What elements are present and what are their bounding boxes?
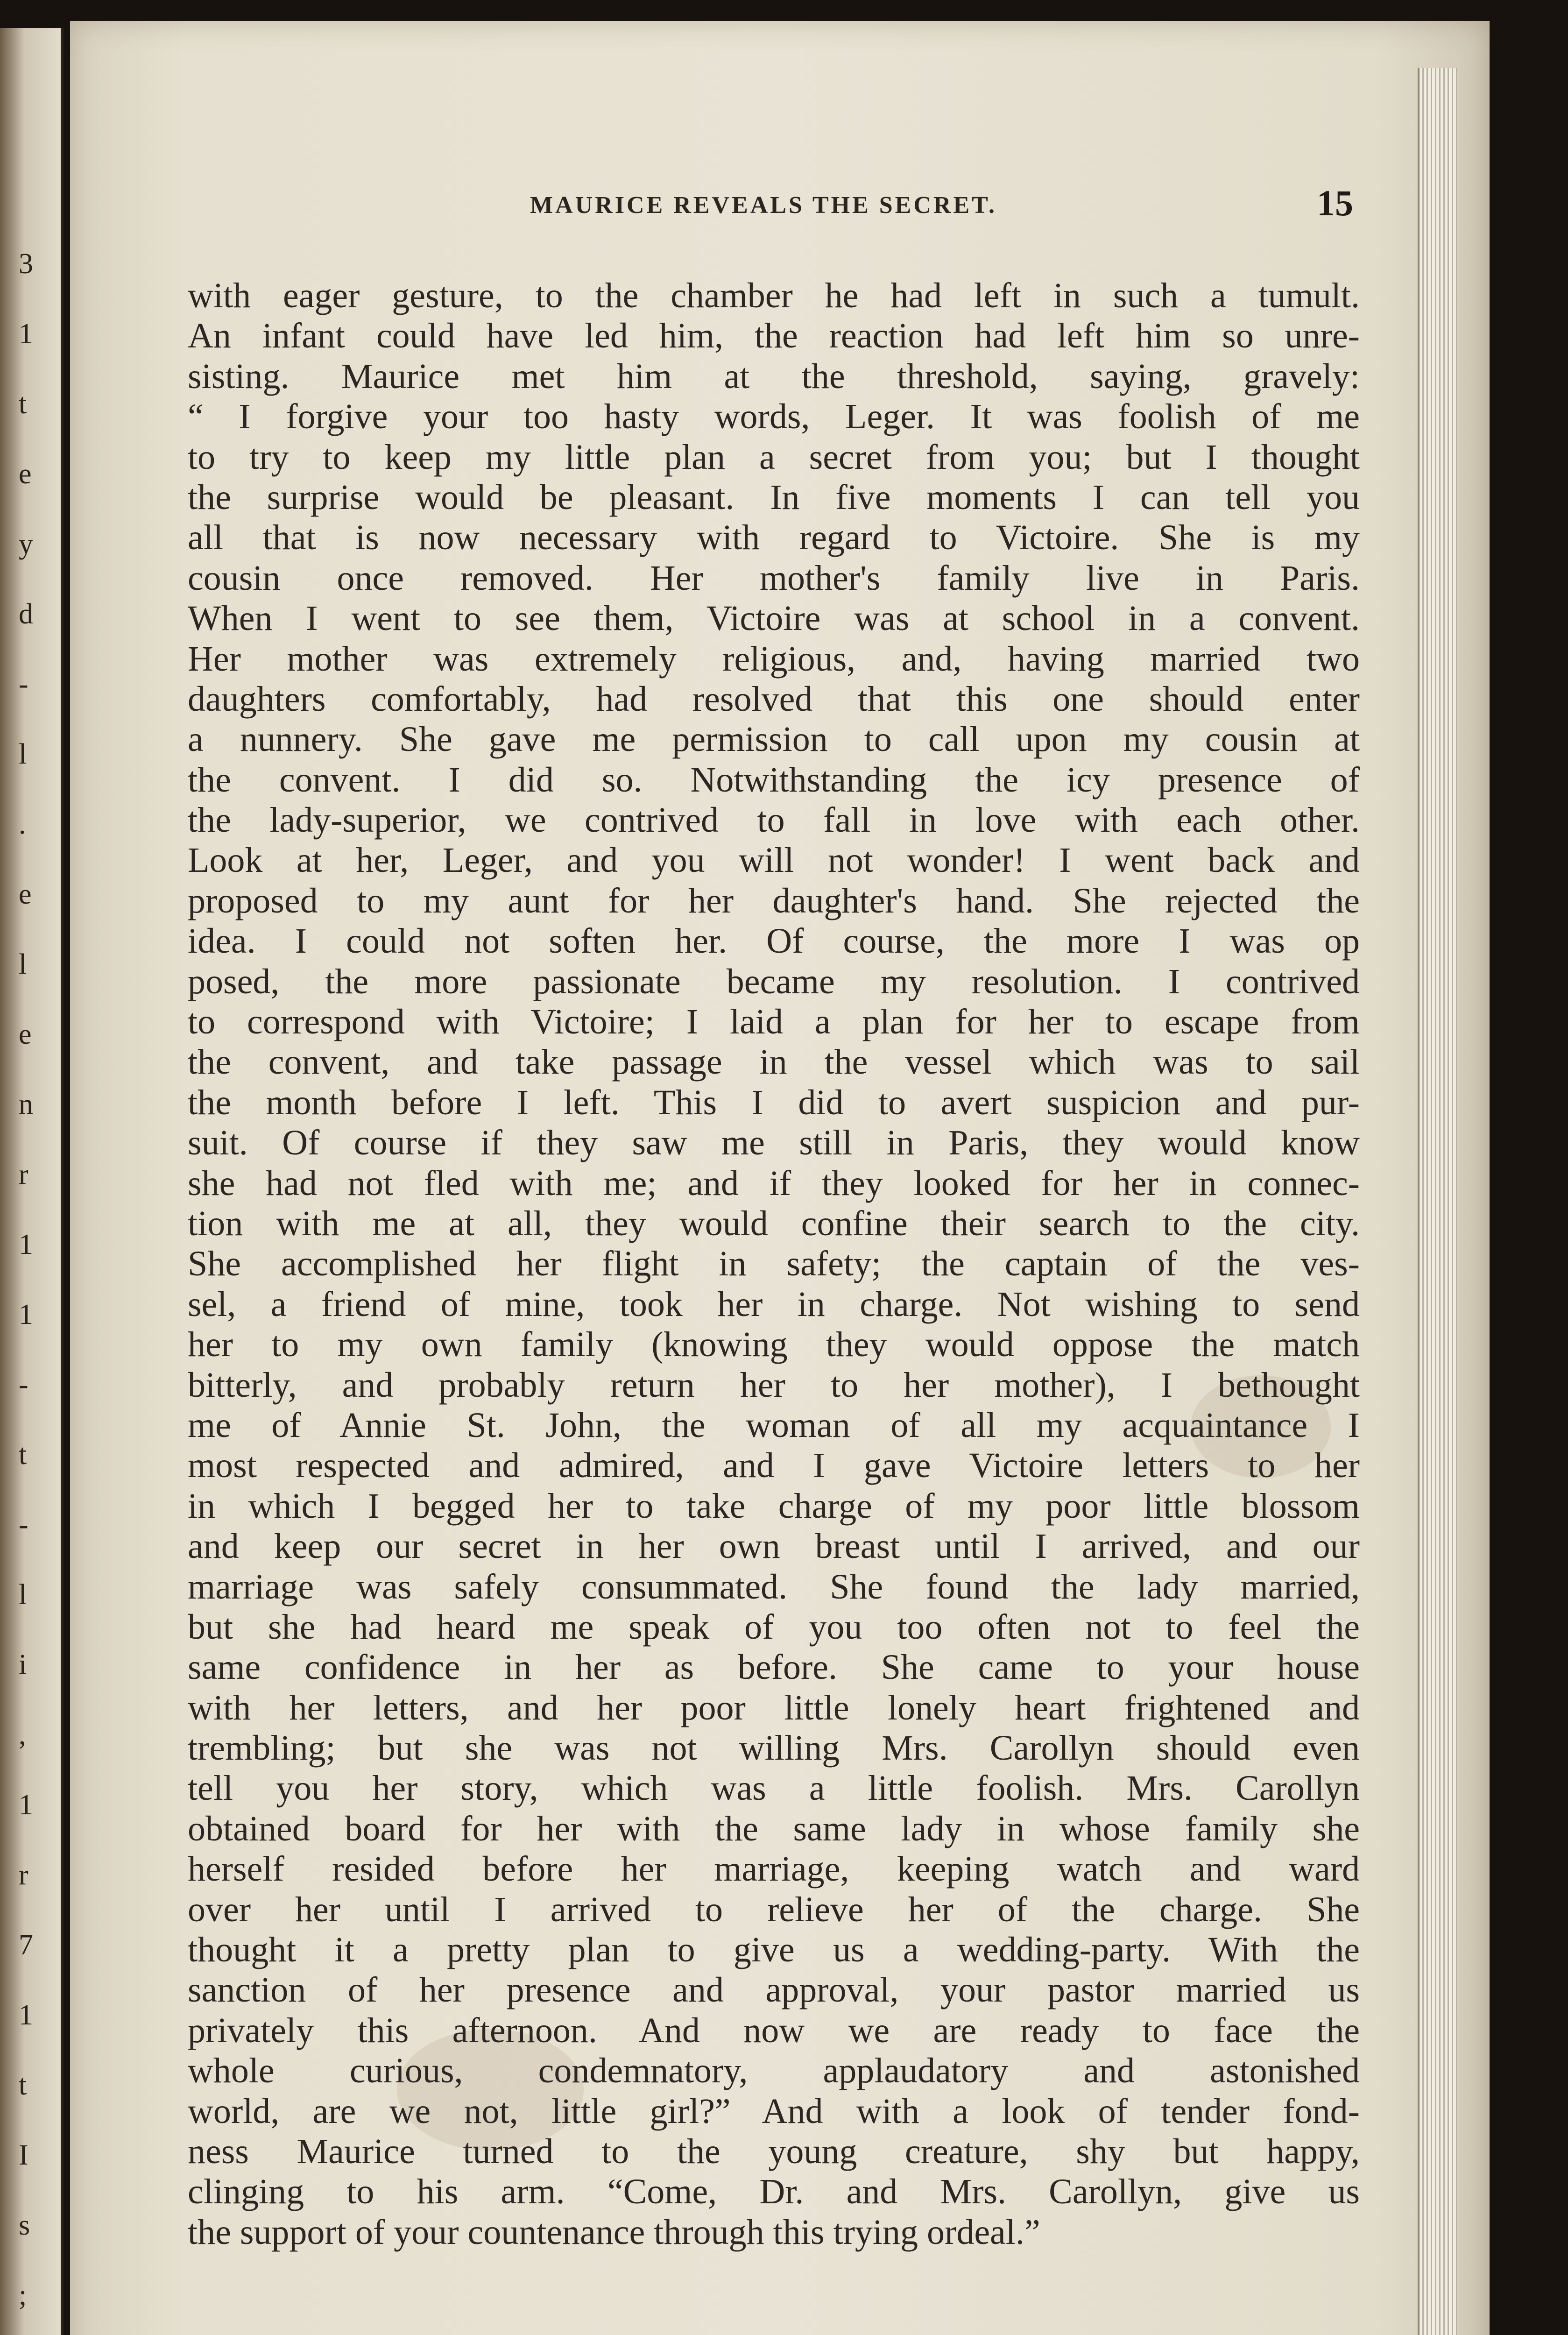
left-page-text-fragment: l [19,738,27,770]
text-line: sisting. Maurice met him at the threshold, saying, gravely: [188,356,1360,396]
left-page-text-fragment: 1 [19,1299,33,1330]
text-line: she had not fled with me; and if they looked for her in connec- [188,1163,1360,1203]
text-line: and keep our secret in her own breast until I arrived, and our [188,1527,1360,1566]
left-page-text-fragment: t [19,1439,27,1471]
text-line: her to my own family (knowing they would oppose the match [188,1325,1360,1365]
left-page-text-fragment: l [19,948,27,980]
text-line: trembling; but she was not willing Mrs. Carollyn should even [188,1728,1360,1768]
text-line: cousin once removed. Her mother's family live in Paris. [188,558,1360,598]
text-line: obtained board for her with the same lady in whose family she [188,1809,1360,1848]
left-page-text-fragment: 7 [19,1929,33,1961]
left-page-text-fragment: e [19,458,32,490]
book-page [70,21,1490,2335]
text-line: the surprise would be pleasant. In five moments I can tell you [188,477,1360,517]
text-line: the support of your countenance through this trying ordeal.” [188,2212,1040,2252]
text-line: all that is now necessary with regard to Victoire. She is my [188,518,1360,558]
text-line: Her mother was extremely religious, and, having married two [188,639,1360,679]
text-line: world, are we not, little girl?” And with a look of tender fond- [188,2091,1360,2131]
text-line: tion with me at all, they would confine their search to the city. [188,1203,1360,1243]
text-line: same confidence in her as before. She came to your house [188,1648,1360,1687]
left-page-text-fragment: n [19,1089,33,1120]
text-line: marriage was safely consummated. She found the lady married, [188,1567,1360,1606]
text-line: sanction of her presence and approval, your pastor married us [188,1970,1360,2010]
text-line: idea. I could not soften her. Of course, the more I was op [188,921,1360,961]
left-page-text-fragment: r [19,1159,28,1190]
text-line: suit. Of course if they saw me still in Paris, they would know [188,1123,1360,1163]
body-text [188,276,1360,2252]
text-line: with her letters, and her poor little lonely heart frightened and [188,1688,1360,1727]
text-line: Look at her, Leger, and you will not wonder! I went back and [188,841,1360,880]
text-line: privately this afternoon. And now we are ready to face the [188,2010,1360,2050]
left-page-text-fragment: e [19,1019,32,1050]
text-line: clinging to his arm. “Come, Dr. and Mrs. Carollyn, give us [188,2172,1360,2212]
left-page-text-fragment: l [19,1579,27,1611]
text-line: the lady-superior, we contrived to fall in love with each other. [188,800,1360,840]
text-line: tell you her story, which was a little foolish. Mrs. Carollyn [188,1769,1360,1808]
text-line: in which I begged her to take charge of my poor little blossom [188,1486,1360,1526]
left-page-text-fragment: i [19,1649,27,1681]
text-line: a nunnery. She gave me permission to call upon my cousin at [188,720,1360,759]
left-page-text-fragment: t [19,2069,27,2101]
left-page-text-fragment: 1 [19,318,33,350]
text-line: but she had heard me speak of you too often not to feel the [188,1607,1360,1647]
left-page-text-fragment: r [19,1859,28,1891]
text-line: ness Maurice turned to the young creature, shy but happy, [188,2131,1360,2171]
text-line: to correspond with Victoire; I laid a plan for her to escape from [188,1002,1360,1042]
text-line: sel, a friend of mine, took her in charge. Not wishing to send [188,1284,1360,1324]
text-line: posed, the more passionate became my resolution. I contrived [188,962,1360,1001]
text-line: the month before I left. This I did to avert suspicion and pur- [188,1083,1360,1122]
left-page-text-fragment: 3 [19,248,33,280]
text-line: “ I forgive your too hasty words, Leger. It was foolish of me [188,397,1360,437]
left-page-text-fragment: - [19,668,28,700]
left-page-text-fragment: d [19,598,33,630]
text-line: me of Annie St. John, the woman of all my acquaintance I [188,1405,1360,1445]
text-line: thought it a pretty plan to give us a wedding-party. With the [188,1930,1360,1970]
running-title: MAURICE REVEALS THE SECRET. [530,192,997,219]
page-stack-edge [1418,68,1457,2335]
text-line: to try to keep my little plan a secret from you; but I thought [188,437,1360,477]
text-line: the convent, and take passage in the vessel which was to sail [188,1042,1360,1082]
page-number: 15 [1317,183,1353,223]
text-line: over her until I arrived to relieve her of the charge. She [188,1889,1360,1929]
left-page-text-fragment: 1 [19,1789,33,1821]
left-page-text-fragment: ; [19,2279,27,2311]
left-page-text-fragment: . [19,808,26,840]
left-page-text-fragment: e [19,878,32,910]
text-line: the convent. I did so. Notwithstanding the icy presence of [188,760,1360,800]
text-line: herself resided before her marriage, keeping watch and ward [188,1849,1360,1889]
text-line: bitterly, and probably return her to her mother), I bethought [188,1365,1360,1405]
text-line: An infant could have led him, the reaction had left him so unre- [188,316,1360,356]
left-page-text-fragment: I [19,2139,28,2171]
left-page-text-fragment: s [19,2209,30,2241]
text-line: proposed to my aunt for her daughter's hand. She rejected the [188,881,1360,920]
left-page-text-fragment: y [19,528,33,560]
text-line: whole curious, condemnatory, applaudatory and astonished [188,2051,1360,2091]
left-page-text-fragment: 1 [19,1999,33,2031]
left-page-text-fragment: 1 [19,1229,33,1260]
left-page-text-fragment: - [19,1509,28,1541]
text-line: When I went to see them, Victoire was at school in a convent. [188,599,1360,638]
left-page-text-fragment: t [19,388,27,420]
text-line: daughters comfortably, had resolved that this one should enter [188,679,1360,719]
text-line: She accomplished her flight in safety; the captain of the ves- [188,1244,1360,1284]
text-line: with eager gesture, to the chamber he had left in such a tumult. [188,276,1360,315]
left-page-edge [0,28,64,2335]
left-page-text-fragment: , [19,1719,26,1751]
left-page-text-fragment: - [19,1369,28,1401]
text-line: most respected and admired, and I gave Victoire letters to her [188,1446,1360,1486]
